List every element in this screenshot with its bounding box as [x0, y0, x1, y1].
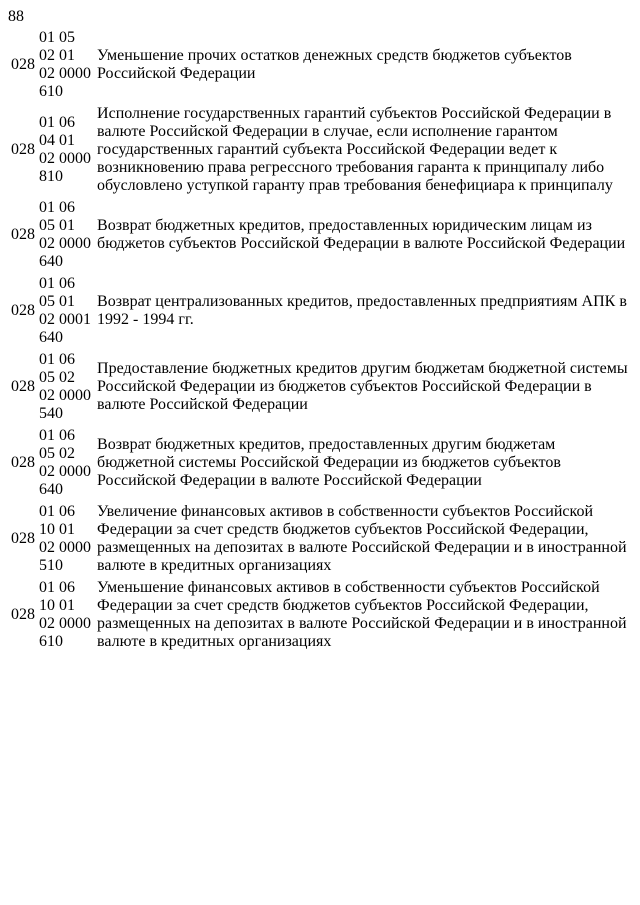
classification-code-cell: 01 06 05 01 02 0001 640: [39, 275, 91, 346]
table-row: [10, 426, 630, 500]
admin-code-cell: 028: [11, 141, 35, 158]
table-row: [10, 502, 630, 576]
admin-code-cell: 028: [11, 454, 35, 471]
table-row: [10, 198, 630, 272]
classification-code-cell: 01 06 10 01 02 0000 510: [39, 503, 91, 574]
table-row: [10, 578, 630, 652]
budget-classification-table: [8, 26, 632, 654]
admin-code-cell: 028: [11, 56, 35, 73]
source-name-cell: Исполнение государственных гарантий субъектов Российской Федерации в валюте Российской Федерации в случае, если исполнение гарантом государственных гарантий субъекта Российской Федерации ведет к возникновению права регрессного требования гаранта к принципалу либо обусловлено уступкой гаранту прав требования бенефициара к принципалу: [97, 105, 613, 194]
source-name-cell: Уменьшение финансовых активов в собственности субъектов Российской Федерации за счет средств бюджетов субъектов Российской Федерации, размещенных на депозитах в валюте Российской Федерации и в иностранной валюте в кредитных организациях: [97, 579, 627, 650]
source-name-cell: Возврат централизованных кредитов, предоставленных предприятиям АПК в 1992 - 1994 гг.: [97, 293, 627, 328]
table-row: [10, 28, 630, 102]
table-row: [10, 274, 630, 348]
table-row: [10, 350, 630, 424]
classification-code-cell: 01 06 05 01 02 0000 640: [39, 199, 91, 270]
admin-code-cell: 028: [11, 378, 35, 395]
classification-code-cell: 01 06 05 02 02 0000 640: [39, 427, 91, 498]
document-page: [8, 8, 632, 654]
classification-code-cell: 01 05 02 01 02 0000 610: [39, 29, 91, 100]
admin-code-cell: 028: [11, 530, 35, 547]
admin-code-cell: 028: [11, 302, 35, 319]
source-name-cell: Возврат бюджетных кредитов, предоставленных другим бюджетам бюджетной системы Российской Федерации из бюджетов субъектов Российской Федерации в валюте Российской Федерации: [97, 436, 561, 489]
page-number: 88: [8, 8, 24, 25]
admin-code-cell: 028: [11, 606, 35, 623]
admin-code-cell: 028: [11, 226, 35, 243]
source-name-cell: Уменьшение прочих остатков денежных средств бюджетов субъектов Российской Федерации: [97, 47, 572, 82]
source-name-cell: Предоставление бюджетных кредитов другим бюджетам бюджетной системы Российской Федерации из бюджетов субъектов Российской Федерации в валюте Российской Федерации: [97, 360, 628, 413]
source-name-cell: Возврат бюджетных кредитов, предоставленных юридическим лицам из бюджетов субъектов Российской Федерации в валюте Российской Федерации: [97, 217, 626, 252]
table-row: [10, 104, 630, 196]
classification-code-cell: 01 06 10 01 02 0000 610: [39, 579, 91, 650]
classification-code-cell: 01 06 05 02 02 0000 540: [39, 351, 91, 422]
source-name-cell: Увеличение финансовых активов в собственности субъектов Российской Федерации за счет средств бюджетов субъектов Российской Федерации, размещенных на депозитах в валюте Российской Федерации и в иностранной валюте в кредитных организациях: [97, 503, 627, 574]
classification-code-cell: 01 06 04 01 02 0000 810: [39, 114, 91, 185]
